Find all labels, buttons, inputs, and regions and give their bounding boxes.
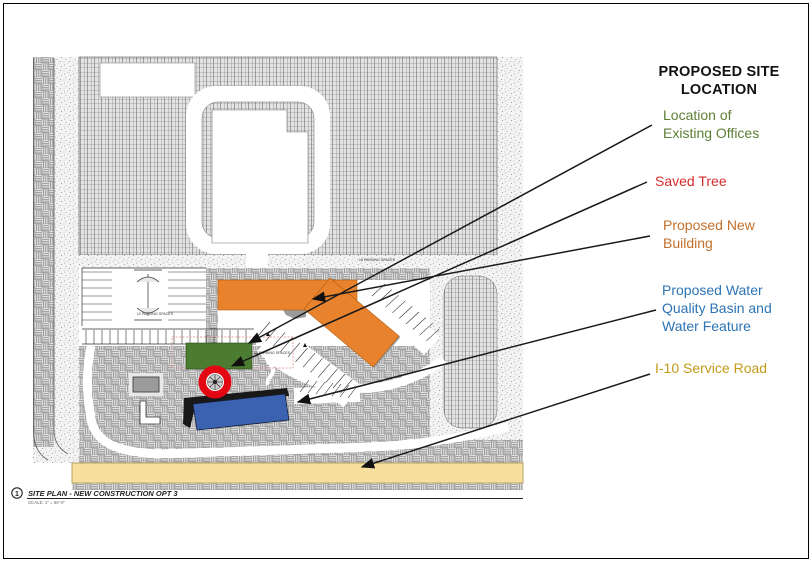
parking-count-left: 12 PARKING SPACES: [136, 312, 174, 316]
ring-road-stub: [246, 250, 268, 268]
legend-label-service-road: I-10 Service Road: [655, 360, 768, 376]
saved-tree-marker: [202, 369, 228, 395]
texture-stipple-band: [79, 255, 497, 268]
parking-count-right: 18 PARKING SPACES: [358, 258, 396, 262]
legend-label-saved-tree: Saved Tree: [655, 173, 727, 189]
detail-number: 1: [15, 491, 19, 498]
corridor-island: [444, 276, 497, 428]
left-drive: [87, 346, 91, 416]
title-block: [12, 488, 523, 505]
landscape-strip: [218, 268, 430, 280]
parking-count-center: 44 PARKING SPACES: [253, 351, 291, 355]
legend-label-existing-offices: Location of Existing Offices: [663, 107, 760, 141]
sheet-title: SITE PLAN - NEW CONSTRUCTION OPT 3: [28, 489, 178, 498]
texture-left-road: [33, 57, 54, 447]
existing-offices-marker: [186, 343, 252, 369]
legend-heading: PROPOSED SITE LOCATION: [658, 64, 780, 98]
legend-label-proposed-building: Proposed New Building: [663, 217, 755, 251]
service-road-strip: [72, 463, 523, 483]
legend-label-water-basin: Proposed Water Quality Basin and Water Feature: [662, 282, 772, 334]
sheet-scale: SCALE: 1" = 60'-0": [28, 500, 66, 505]
parking-divider-island: [206, 268, 218, 346]
existing-pad-outline: [100, 63, 195, 97]
small-structure: [133, 377, 159, 392]
